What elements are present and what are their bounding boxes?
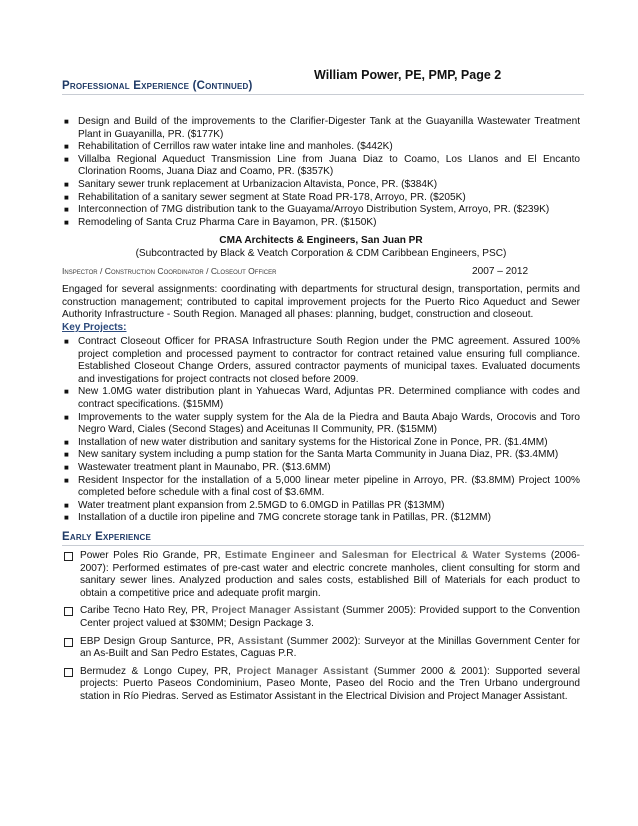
header-name-page: William Power, PE, PMP, Page 2	[314, 68, 502, 82]
section-heading-sub: (Continued)	[192, 80, 253, 92]
list-item: ■ Installation of a ductile iron pipeline and 7MG concrete storage tank in Patillas, PR. ($12MM)	[62, 512, 580, 525]
list-item: ■ Improvements to the water supply system for the Ala de la Piedra and Bauta Abajo Wards, Orocovis and Toro Negro Ward, Ciales (Second Stages) and Aceitunas II Community, PR. ($15MM)	[62, 412, 580, 437]
employer: Caribe Tecno Hato Rey, PR,	[80, 605, 212, 617]
list-item: ■ Interconnection of 7MG distribution tank to the Guayama/Arroyo Distribution System, Arroyo, PR. ($239K)	[62, 204, 580, 217]
section-heading-early-experience: Early Experience	[62, 531, 584, 546]
list-item: ■ Rehabilitation of Cerrillos raw water intake line and manholes. ($442K)	[62, 141, 580, 154]
position-detail: (2006-2007): Performed estimates of pre-cast water and electric concrete manholes, client consulting for storm and sanitary sewer lines. Analyzed production and sales costs, established Bill of Materials for each product to obtain a competitive price and adequate profit margin.	[80, 550, 581, 599]
checkbox-bullet-icon	[64, 668, 73, 677]
key-projects-list	[62, 336, 580, 525]
company-name: CMA Architects & Engineers, San Juan PR	[219, 235, 423, 246]
role-dates: 2007 – 2012	[472, 266, 529, 277]
employer: Bermudez & Longo Cupey, PR,	[80, 665, 237, 677]
company-block	[62, 235, 580, 260]
list-item: ■ Wastewater treatment plant in Maunabo, PR. ($13.6MM)	[62, 462, 580, 475]
section-heading-professional-experience	[62, 80, 584, 95]
list-item: ■ Rehabilitation of a sanitary sewer segment at State Road PR-178, Arroyo, PR. ($205K)	[62, 192, 580, 205]
list-item: ■ Remodeling of Santa Cruz Pharma Care in Bayamon, PR. ($150K)	[62, 217, 580, 230]
employer: Power Poles Rio Grande, PR,	[80, 550, 225, 561]
role-summary: Engaged for several assignments: coordinating with departments for structural design, transportation, permits and construction management; contributed to capital improvement projects for the Puerto Rico Aqueduct and Sewer Authority Infrastructure - South Region. Managed all phases: planning, budget, construction and closeout.	[62, 284, 580, 321]
list-item	[62, 636, 580, 661]
checkbox-bullet-icon	[64, 607, 73, 616]
list-item: ■ New 1.0MG water distribution plant in Yahuecas Ward, Adjuntas PR. Determined compliance with codes and contract specifications. ($15MM)	[62, 386, 580, 411]
checkbox-bullet-icon	[64, 552, 73, 561]
key-projects-label: Key Projects:	[62, 322, 127, 333]
company-subtitle: (Subcontracted by Black & Veatch Corporation & CDM Caribbean Engineers, PSC)	[135, 247, 507, 259]
list-item: ■ Sanitary sewer trunk replacement at Urbanizacion Altavista, Ponce, PR. ($384K)	[62, 179, 580, 192]
list-item: ■ Contract Closeout Officer for PRASA Infrastructure South Region under the PMC agreement. Assured 100% project completion and processed payment to contractor for contract retained value ensuring full compliance. Established Closeout Change Orders, assured contractor payments of municipal taxes. Evaluated documents and investigations for project contracts not closed before 2009.	[62, 336, 580, 386]
list-item: ■ New sanitary system including a pump station for the Santa Marta Community in Juana Diaz, PR. ($3.4MM)	[62, 449, 580, 462]
employer: EBP Design Group Santurce, PR,	[80, 635, 238, 647]
position-detail: (Summer 2005): Provided support to the Convention Center project valued at $30MM; Design Package 3.	[80, 605, 580, 629]
position-title: Project Manager Assistant	[211, 605, 340, 617]
checkbox-bullet-icon	[64, 638, 73, 647]
position-title: Project Manager Assistant	[236, 665, 369, 677]
early-experience-list	[62, 550, 580, 709]
list-item: ■ Water treatment plant expansion from 2.5MGD to 6.0MGD in Patillas PR ($13MM)	[62, 500, 580, 513]
position-title: Estimate Engineer and Salesman for Electrical & Water Systems	[224, 550, 547, 561]
list-item: ■ Design and Build of the improvements to the Clarifier-Digester Tank at the Guayanilla Wastewater Treatment Plant in Guayanilla, PR. ($177K)	[62, 116, 580, 141]
list-item: ■ Installation of new water distribution and sanitary systems for the Historical Zone in Ponce, PR. ($1.4MM)	[62, 437, 580, 450]
list-item	[62, 550, 580, 600]
role-row	[62, 266, 580, 276]
role-title: Inspector / Construction Coordinator / Closeout Officer	[62, 266, 277, 276]
list-item: ■ Resident Inspector for the installation of a 5,000 linear meter pipeline in Arroyo, PR. ($3.8MM) Project 100% completed before schedule with a final cost of $3.6MM.	[62, 475, 580, 500]
position-detail: (Summer 2002): Surveyor at the Minillas Government Center for an As-Built and San Pedro Estates, Caguas P.R.	[80, 635, 580, 660]
list-item: ■ Villalba Regional Aqueduct Transmission Line from Juana Diaz to Coamo, Los Llanos and El Encanto Clorination Rooms, Juana Diaz and Coamo, PR. ($357K)	[62, 154, 580, 179]
position-detail: (Summer 2000 & 2001): Supported several projects: Puerto Paseos Condominium, Paseo Monte, Paseo del Rocio and the Tren Urbano underground station in Río Piedras. Served as Estimator Assistant in the Electrical Division and Project Manager Assistant.	[80, 665, 580, 702]
prior-project-list	[62, 116, 580, 229]
list-item	[62, 605, 580, 630]
list-item	[62, 666, 580, 704]
section-heading-main: Professional Experience	[62, 80, 190, 92]
position-title: Assistant	[237, 635, 284, 647]
